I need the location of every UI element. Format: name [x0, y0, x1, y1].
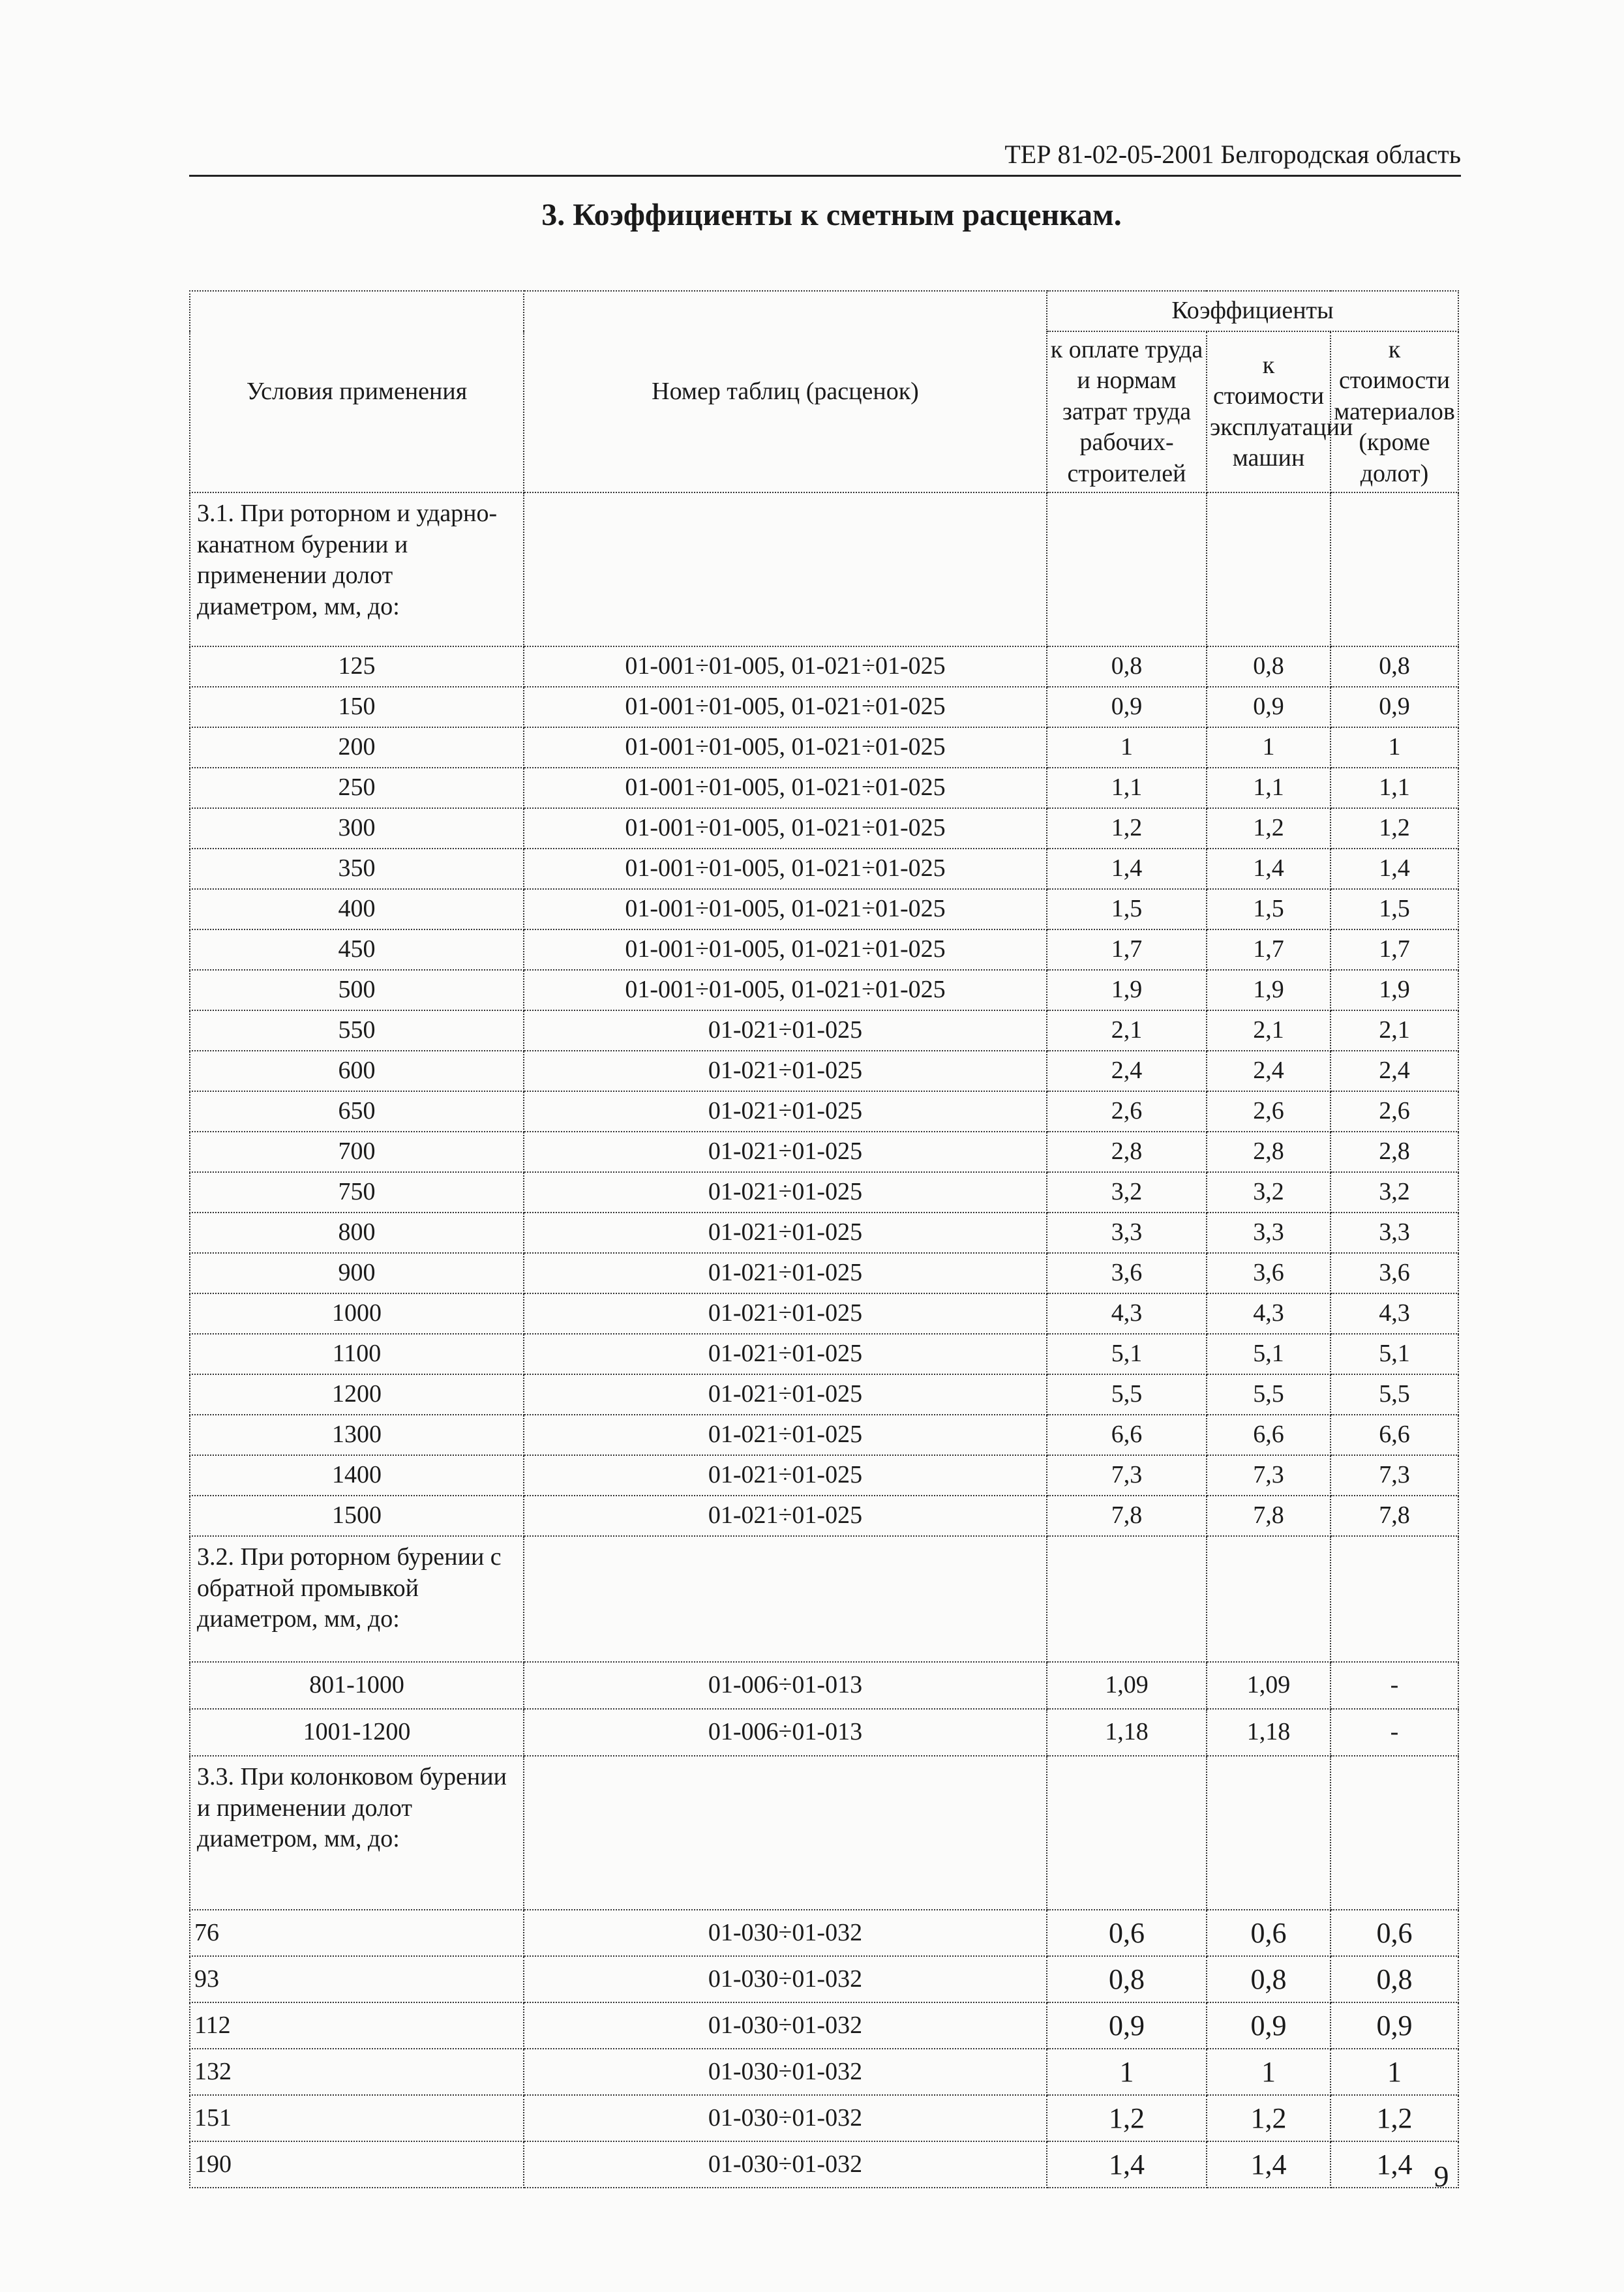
cell-condition: 132 [190, 2049, 524, 2095]
cell-tables: 01-001÷01-005, 01-021÷01-025 [524, 687, 1047, 727]
cell-materials: 1,1 [1331, 768, 1458, 808]
cell-condition: 700 [190, 1132, 524, 1172]
document-header [189, 137, 1461, 177]
cell-tables: 01-021÷01-025 [524, 1051, 1047, 1091]
cell-labor: 1,7 [1047, 929, 1207, 970]
cell-materials: 0,9 [1331, 687, 1458, 727]
cell-tables: 01-021÷01-025 [524, 1415, 1047, 1455]
coefficients-table [189, 290, 1459, 2188]
cell-machines: 1,09 [1207, 1662, 1331, 1709]
cell-tables: 01-001÷01-005, 01-021÷01-025 [524, 646, 1047, 687]
table-row [190, 646, 1458, 687]
cell-materials: 7,8 [1331, 1496, 1458, 1536]
cell-tables: 01-021÷01-025 [524, 1496, 1047, 1536]
cell-condition: 125 [190, 646, 524, 687]
cell-materials: 2,4 [1331, 1051, 1458, 1091]
section-label: 3.2. При роторном бурении с обратной промывкой диаметром, мм, до: [190, 1536, 524, 1662]
cell-labor: 1,2 [1047, 2095, 1207, 2141]
table-row [190, 768, 1458, 808]
cell-materials: 2,1 [1331, 1010, 1458, 1051]
cell-labor: 1,2 [1047, 808, 1207, 849]
table-row [190, 2141, 1458, 2188]
cell-tables: 01-021÷01-025 [524, 1213, 1047, 1253]
cell-condition: 800 [190, 1213, 524, 1253]
cell-materials: 2,8 [1331, 1132, 1458, 1172]
cell-machines: 0,9 [1207, 2002, 1331, 2049]
empty-cell [524, 1756, 1047, 1910]
cell-machines: 2,6 [1207, 1091, 1331, 1132]
cell-tables: 01-030÷01-032 [524, 2002, 1047, 2049]
cell-tables: 01-001÷01-005, 01-021÷01-025 [524, 727, 1047, 768]
cell-machines: 0,9 [1207, 687, 1331, 727]
cell-labor: 5,5 [1047, 1374, 1207, 1415]
cell-labor: 2,4 [1047, 1051, 1207, 1091]
cell-materials: 1,7 [1331, 929, 1458, 970]
cell-materials: - [1331, 1709, 1458, 1756]
table-row [190, 1172, 1458, 1213]
cell-labor: 1 [1047, 2049, 1207, 2095]
table-row [190, 1091, 1458, 1132]
cell-materials: 3,3 [1331, 1213, 1458, 1253]
section-row [190, 492, 1458, 646]
table-row [190, 727, 1458, 768]
section-row [190, 1756, 1458, 1910]
cell-tables: 01-030÷01-032 [524, 2095, 1047, 2141]
cell-condition: 300 [190, 808, 524, 849]
cell-labor: 1,4 [1047, 2141, 1207, 2188]
cell-labor: 5,1 [1047, 1334, 1207, 1374]
cell-condition: 150 [190, 687, 524, 727]
cell-tables: 01-021÷01-025 [524, 1010, 1047, 1051]
cell-condition: 1400 [190, 1455, 524, 1496]
cell-materials: 0,6 [1331, 1910, 1458, 1956]
cell-tables: 01-021÷01-025 [524, 1172, 1047, 1213]
cell-condition: 250 [190, 768, 524, 808]
table-row [190, 929, 1458, 970]
table-row [190, 1709, 1458, 1756]
cell-tables: 01-030÷01-032 [524, 1910, 1047, 1956]
section-label: 3.1. При роторном и ударно-канатном бурении и применении долот диаметром, мм, до: [190, 492, 524, 646]
col-header-labor: к оплате труда и нормам затрат труда рабочих-строителей [1047, 331, 1207, 492]
cell-labor: 1,9 [1047, 970, 1207, 1010]
cell-materials: 1,2 [1331, 2095, 1458, 2141]
cell-tables: 01-021÷01-025 [524, 1455, 1047, 1496]
cell-materials: 5,1 [1331, 1334, 1458, 1374]
empty-cell [1207, 1756, 1331, 1910]
table-row [190, 1415, 1458, 1455]
cell-materials: 6,6 [1331, 1415, 1458, 1455]
cell-machines: 1,2 [1207, 808, 1331, 849]
col-header-coefficients: Коэффициенты [1047, 291, 1458, 331]
cell-materials: 1,4 [1331, 849, 1458, 889]
cell-materials: 0,8 [1331, 646, 1458, 687]
cell-condition: 1100 [190, 1334, 524, 1374]
cell-condition: 190 [190, 2141, 524, 2188]
section-row [190, 1536, 1458, 1662]
table-row [190, 970, 1458, 1010]
table-row [190, 1496, 1458, 1536]
cell-tables: 01-030÷01-032 [524, 2049, 1047, 2095]
cell-labor: 6,6 [1047, 1415, 1207, 1455]
cell-labor: 1,09 [1047, 1662, 1207, 1709]
cell-materials: 1 [1331, 727, 1458, 768]
cell-machines: 3,3 [1207, 1213, 1331, 1253]
cell-machines: 1,2 [1207, 2095, 1331, 2141]
cell-machines: 1 [1207, 727, 1331, 768]
cell-labor: 2,6 [1047, 1091, 1207, 1132]
cell-labor: 3,3 [1047, 1213, 1207, 1253]
cell-materials: 1,2 [1331, 808, 1458, 849]
cell-materials: 1,4 [1331, 2141, 1458, 2188]
cell-machines: 2,8 [1207, 1132, 1331, 1172]
cell-condition: 801-1000 [190, 1662, 524, 1709]
table-row [190, 849, 1458, 889]
cell-condition: 900 [190, 1253, 524, 1293]
cell-tables: 01-001÷01-005, 01-021÷01-025 [524, 768, 1047, 808]
cell-materials: 3,6 [1331, 1253, 1458, 1293]
cell-machines: 0,8 [1207, 1956, 1331, 2002]
cell-condition: 450 [190, 929, 524, 970]
cell-tables: 01-021÷01-025 [524, 1293, 1047, 1334]
cell-tables: 01-001÷01-005, 01-021÷01-025 [524, 889, 1047, 929]
table-row [190, 1910, 1458, 1956]
cell-machines: 1,4 [1207, 2141, 1331, 2188]
col-header-materials: к стоимости материалов (кроме долот) [1331, 331, 1458, 492]
cell-condition: 500 [190, 970, 524, 1010]
cell-tables: 01-021÷01-025 [524, 1253, 1047, 1293]
cell-condition: 200 [190, 727, 524, 768]
cell-machines: 7,3 [1207, 1455, 1331, 1496]
cell-tables: 01-021÷01-025 [524, 1374, 1047, 1415]
cell-labor: 0,8 [1047, 646, 1207, 687]
cell-labor: 2,1 [1047, 1010, 1207, 1051]
cell-labor: 7,8 [1047, 1496, 1207, 1536]
cell-tables: 01-021÷01-025 [524, 1334, 1047, 1374]
cell-materials: 0,8 [1331, 1956, 1458, 2002]
cell-condition: 93 [190, 1956, 524, 2002]
table-row [190, 889, 1458, 929]
table-row [190, 2095, 1458, 2141]
table-row [190, 1374, 1458, 1415]
cell-labor: 0,6 [1047, 1910, 1207, 1956]
cell-materials: 0,9 [1331, 2002, 1458, 2049]
table-row [190, 1455, 1458, 1496]
cell-condition: 750 [190, 1172, 524, 1213]
cell-tables: 01-001÷01-005, 01-021÷01-025 [524, 970, 1047, 1010]
cell-condition: 1200 [190, 1374, 524, 1415]
cell-tables: 01-006÷01-013 [524, 1709, 1047, 1756]
cell-labor: 1,5 [1047, 889, 1207, 929]
cell-condition: 550 [190, 1010, 524, 1051]
table-row [190, 1010, 1458, 1051]
cell-labor: 1,4 [1047, 849, 1207, 889]
table-row [190, 1132, 1458, 1172]
cell-labor: 3,2 [1047, 1172, 1207, 1213]
empty-cell [1047, 1536, 1207, 1662]
cell-tables: 01-006÷01-013 [524, 1662, 1047, 1709]
cell-labor: 0,9 [1047, 2002, 1207, 2049]
cell-materials: 5,5 [1331, 1374, 1458, 1415]
cell-machines: 4,3 [1207, 1293, 1331, 1334]
cell-condition: 151 [190, 2095, 524, 2141]
cell-materials: 7,3 [1331, 1455, 1458, 1496]
cell-tables: 01-030÷01-032 [524, 2141, 1047, 2188]
cell-condition: 350 [190, 849, 524, 889]
cell-tables: 01-001÷01-005, 01-021÷01-025 [524, 929, 1047, 970]
table-row [190, 1293, 1458, 1334]
cell-labor: 3,6 [1047, 1253, 1207, 1293]
cell-condition: 76 [190, 1910, 524, 1956]
cell-machines: 6,6 [1207, 1415, 1331, 1455]
table-row [190, 1213, 1458, 1253]
cell-condition: 112 [190, 2002, 524, 2049]
cell-machines: 1,9 [1207, 970, 1331, 1010]
cell-machines: 0,6 [1207, 1910, 1331, 1956]
table-row [190, 2002, 1458, 2049]
cell-materials: - [1331, 1662, 1458, 1709]
cell-machines: 2,1 [1207, 1010, 1331, 1051]
cell-tables: 01-021÷01-025 [524, 1132, 1047, 1172]
table-row [190, 1253, 1458, 1293]
cell-labor: 0,8 [1047, 1956, 1207, 2002]
cell-machines: 1,1 [1207, 768, 1331, 808]
table-row [190, 1051, 1458, 1091]
table-row [190, 2049, 1458, 2095]
cell-machines: 2,4 [1207, 1051, 1331, 1091]
col-header-tables: Номер таблиц (расценок) [524, 291, 1047, 492]
cell-materials: 4,3 [1331, 1293, 1458, 1334]
cell-machines: 5,1 [1207, 1334, 1331, 1374]
cell-machines: 0,8 [1207, 646, 1331, 687]
cell-tables: 01-030÷01-032 [524, 1956, 1047, 2002]
empty-cell [1331, 492, 1458, 646]
empty-cell [1047, 492, 1207, 646]
cell-condition: 600 [190, 1051, 524, 1091]
cell-machines: 1,5 [1207, 889, 1331, 929]
cell-materials: 1,9 [1331, 970, 1458, 1010]
cell-tables: 01-001÷01-005, 01-021÷01-025 [524, 808, 1047, 849]
table-row [190, 808, 1458, 849]
cell-condition: 1001-1200 [190, 1709, 524, 1756]
cell-condition: 400 [190, 889, 524, 929]
table-row [190, 1662, 1458, 1709]
cell-materials: 2,6 [1331, 1091, 1458, 1132]
cell-materials: 1,5 [1331, 889, 1458, 929]
cell-machines: 1,4 [1207, 849, 1331, 889]
cell-tables: 01-021÷01-025 [524, 1091, 1047, 1132]
cell-materials: 3,2 [1331, 1172, 1458, 1213]
col-header-conditions: Условия применения [190, 291, 524, 492]
table-row [190, 687, 1458, 727]
cell-labor: 2,8 [1047, 1132, 1207, 1172]
empty-cell [1331, 1756, 1458, 1910]
empty-cell [524, 1536, 1047, 1662]
cell-machines: 1,18 [1207, 1709, 1331, 1756]
cell-labor: 4,3 [1047, 1293, 1207, 1334]
table-body [190, 492, 1458, 2188]
cell-labor: 1 [1047, 727, 1207, 768]
col-header-machines: к стоимости эксплуатации машин [1207, 331, 1331, 492]
empty-cell [1207, 492, 1331, 646]
empty-cell [1047, 1756, 1207, 1910]
cell-machines: 1 [1207, 2049, 1331, 2095]
page-title: 3. Коэффициенты к сметным расценкам. [541, 198, 1122, 232]
cell-labor: 7,3 [1047, 1455, 1207, 1496]
doc-id: ТЕР 81-02-05-2001 Белгородская область [1004, 140, 1461, 169]
cell-labor: 0,9 [1047, 687, 1207, 727]
table-row [190, 1956, 1458, 2002]
cell-machines: 5,5 [1207, 1374, 1331, 1415]
page-number: 9 [1434, 2160, 1449, 2193]
cell-labor: 1,1 [1047, 768, 1207, 808]
cell-materials: 1 [1331, 2049, 1458, 2095]
cell-machines: 3,2 [1207, 1172, 1331, 1213]
empty-cell [524, 492, 1047, 646]
empty-cell [1331, 1536, 1458, 1662]
table-row [190, 1334, 1458, 1374]
cell-machines: 7,8 [1207, 1496, 1331, 1536]
cell-labor: 1,18 [1047, 1709, 1207, 1756]
cell-tables: 01-001÷01-005, 01-021÷01-025 [524, 849, 1047, 889]
cell-machines: 1,7 [1207, 929, 1331, 970]
cell-condition: 1000 [190, 1293, 524, 1334]
cell-machines: 3,6 [1207, 1253, 1331, 1293]
section-label: 3.3. При колонковом бурении и применении долот диаметром, мм, до: [190, 1756, 524, 1910]
cell-condition: 1500 [190, 1496, 524, 1536]
cell-condition: 1300 [190, 1415, 524, 1455]
empty-cell [1207, 1536, 1331, 1662]
cell-condition: 650 [190, 1091, 524, 1132]
